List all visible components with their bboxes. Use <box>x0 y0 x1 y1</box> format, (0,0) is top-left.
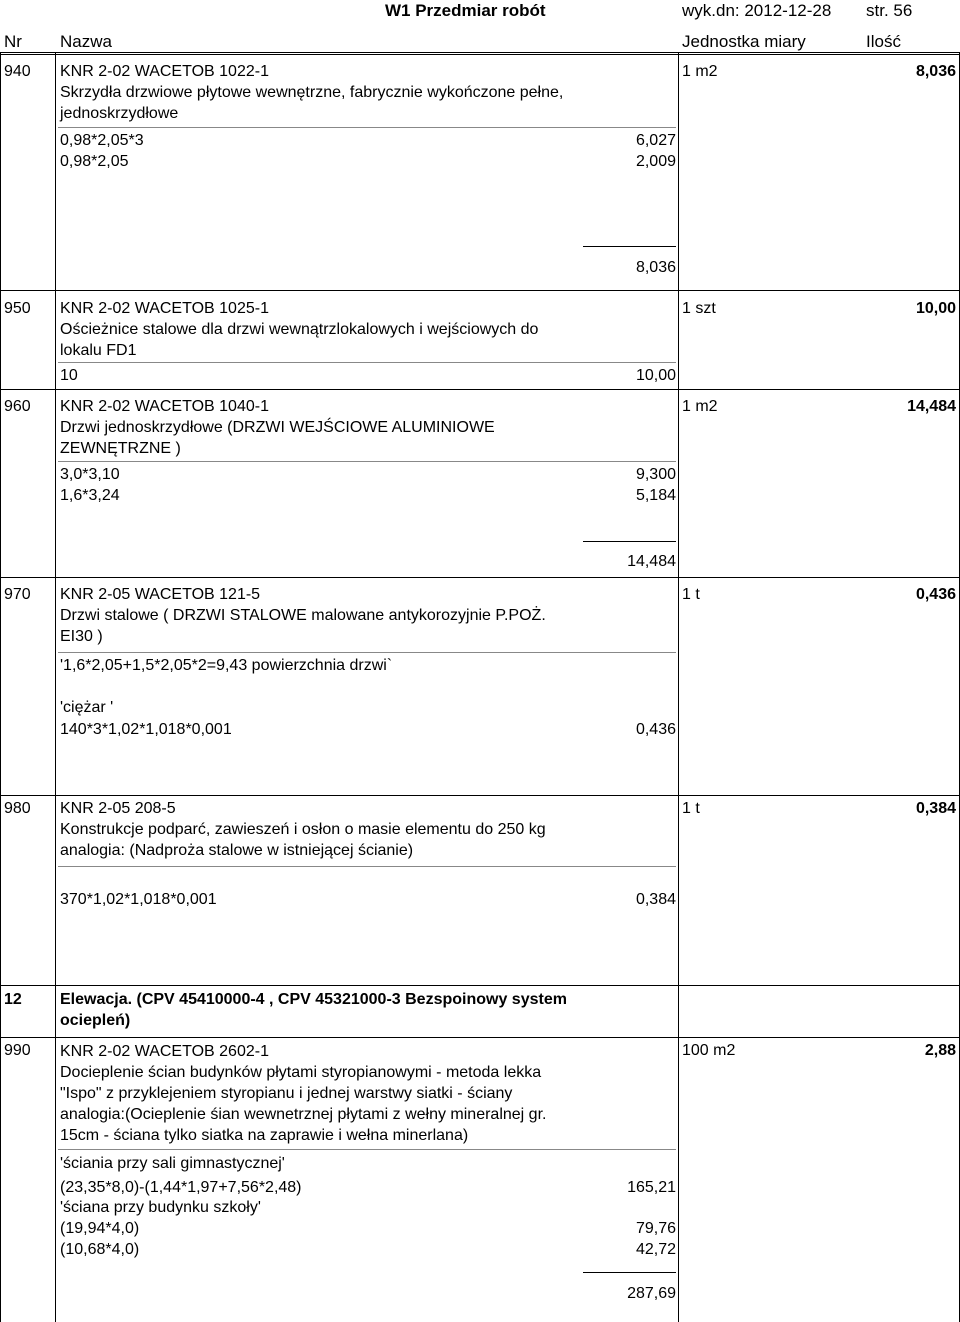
calc-expression: 1,6*3,24 <box>60 487 120 504</box>
item-name-line: Skrzydła drzwiowe płytowe wewnętrzne, fabrycznie wykończone pełne, <box>60 84 564 101</box>
item-name-line: EI30 ) <box>60 628 103 645</box>
calc-value: 165,21 <box>627 1179 676 1196</box>
item-name-line: analogia: (Nadproża stalowe w istniejącej ścianie) <box>60 842 414 859</box>
row-separator <box>0 1037 960 1038</box>
item-name-line: 15cm - ściana tylko siatka na zaprawie i wełna minerlana) <box>60 1127 469 1144</box>
item-quantity: 8,036 <box>915 63 956 80</box>
item-description <box>60 584 546 647</box>
item-name-line: analogia:(Ocieplenie śian wewnetrznej płytami z wełny mineralnej gr. <box>60 1106 547 1123</box>
calc-expression: 3,0*3,10 <box>60 466 120 483</box>
calc-separator <box>58 461 676 462</box>
row-separator <box>0 577 960 578</box>
calc-sum: 287,69 <box>627 1285 676 1302</box>
item-quantity: 10,00 <box>915 300 956 317</box>
table-left-border <box>0 52 1 1322</box>
item-name-line: lokalu FD1 <box>60 342 137 359</box>
document-title: W1 Przedmiar robót <box>385 1 546 20</box>
page-number: str. 56 <box>866 1 913 20</box>
column-header-nr: Nr <box>4 32 22 51</box>
item-name-line: Ościeżnice stalowe dla drzwi wewnątrzlokalowych i wejściowych do <box>60 321 539 338</box>
calc-expression: '1,6*2,05+1,5*2,05*2=9,43 powierzchnia drzwi` <box>60 657 393 674</box>
item-unit: 1 szt <box>682 300 716 317</box>
item-number: 980 <box>4 800 31 817</box>
calc-separator <box>58 866 676 867</box>
item-code: KNR 2-02 WACETOB 1025-1 <box>60 300 269 317</box>
calc-expression: (19,94*4,0) <box>60 1220 140 1237</box>
item-quantity: 0,384 <box>915 800 956 817</box>
calc-expression: 'ściana przy budynku szkoły' <box>60 1199 261 1216</box>
item-description <box>60 298 538 361</box>
sum-line <box>583 246 676 247</box>
column-header-name: Nazwa <box>60 32 112 51</box>
calc-expression: 'ciężar ' <box>60 699 114 716</box>
calc-separator <box>58 652 676 653</box>
item-name-line: jednoskrzydłowe <box>60 105 179 122</box>
calc-expression: 0,98*2,05 <box>60 153 129 170</box>
item-number: 990 <box>4 1042 31 1059</box>
item-quantity: 2,88 <box>924 1042 956 1059</box>
item-unit: 100 m2 <box>682 1042 736 1059</box>
item-quantity: 0,436 <box>915 586 956 603</box>
item-name-line: ZEWNĘTRZNE ) <box>60 440 181 457</box>
column-header-unit: Jednostka miary <box>682 32 806 51</box>
section-title <box>60 989 567 1031</box>
calc-separator <box>58 127 676 128</box>
calc-value: 5,184 <box>635 487 676 504</box>
calc-value: 2,009 <box>635 153 676 170</box>
item-description <box>60 396 495 459</box>
item-number: 960 <box>4 398 31 415</box>
item-number: 950 <box>4 300 31 317</box>
item-name-line: Docieplenie ścian budynków płytami styropianowymi - metoda lekka <box>60 1064 542 1081</box>
calc-expression: 'ściania przy sali gimnastycznej' <box>60 1155 285 1172</box>
calc-value: 9,300 <box>635 466 676 483</box>
item-number: 970 <box>4 586 31 603</box>
item-number: 940 <box>4 63 31 80</box>
row-separator <box>0 290 960 291</box>
item-name-line: Drzwi stalowe ( DRZWI STALOWE malowane antykorozyjnie P.POŻ. <box>60 607 546 624</box>
calc-expression: 140*3*1,02*1,018*0,001 <box>60 721 232 738</box>
column-divider-nr <box>55 52 56 1322</box>
calc-separator <box>58 1149 676 1150</box>
calc-value: 0,436 <box>635 721 676 738</box>
item-unit: 1 m2 <box>682 63 718 80</box>
calc-separator <box>58 362 676 363</box>
calc-value: 42,72 <box>635 1241 676 1258</box>
section-number: 12 <box>4 991 22 1008</box>
row-separator <box>0 389 960 390</box>
calc-expression: 0,98*2,05*3 <box>60 132 144 149</box>
calc-expression: (10,68*4,0) <box>60 1241 140 1258</box>
item-description <box>60 1041 546 1146</box>
item-quantity: 14,484 <box>907 398 956 415</box>
item-name-line: "Ispo" z przyklejeniem styropianu i jednej warstwy siatki - ściany <box>60 1085 513 1102</box>
item-unit: 1 m2 <box>682 398 718 415</box>
table-top-border <box>0 52 960 53</box>
item-name-line: Drzwi jednoskrzydłowe (DRZWI WEJŚCIOWE ALUMINIOWE <box>60 419 495 436</box>
item-description <box>60 61 563 124</box>
item-code: KNR 2-05 208-5 <box>60 800 176 817</box>
item-code: KNR 2-02 WACETOB 1022-1 <box>60 63 269 80</box>
sum-line <box>583 541 676 542</box>
sum-line <box>583 1272 676 1273</box>
calc-expression: 370*1,02*1,018*0,001 <box>60 891 217 908</box>
calc-expression: (23,35*8,0)-(1,44*1,97+7,56*2,48) <box>60 1179 302 1196</box>
calc-expression: 10 <box>60 367 78 384</box>
item-code: KNR 2-02 WACETOB 2602-1 <box>60 1043 269 1060</box>
item-name-line: Konstrukcje podparć, zawieszeń i osłon o masie elementu do 250 kg <box>60 821 546 838</box>
column-divider-name <box>678 52 679 1322</box>
item-code: KNR 2-05 WACETOB 121-5 <box>60 586 261 603</box>
calc-sum: 14,484 <box>627 553 676 570</box>
calc-value: 0,384 <box>635 891 676 908</box>
item-code: KNR 2-02 WACETOB 1040-1 <box>60 398 269 415</box>
table-top-border-inner <box>0 54 960 55</box>
item-unit: 1 t <box>682 800 700 817</box>
calc-value: 6,027 <box>635 132 676 149</box>
row-separator <box>0 985 960 986</box>
print-date: wyk.dn: 2012-12-28 <box>682 1 832 20</box>
calc-value: 10,00 <box>635 367 676 384</box>
section-title-line: Elewacja. (CPV 45410000-4 , CPV 45321000-3 Bezspoinowy system <box>60 991 567 1008</box>
item-description <box>60 798 546 861</box>
calc-value: 79,76 <box>635 1220 676 1237</box>
section-title-line: ociepleń) <box>60 1012 131 1029</box>
row-separator <box>0 795 960 796</box>
item-unit: 1 t <box>682 586 700 603</box>
column-header-qty: Ilość <box>866 32 901 51</box>
calc-sum: 8,036 <box>635 259 676 276</box>
